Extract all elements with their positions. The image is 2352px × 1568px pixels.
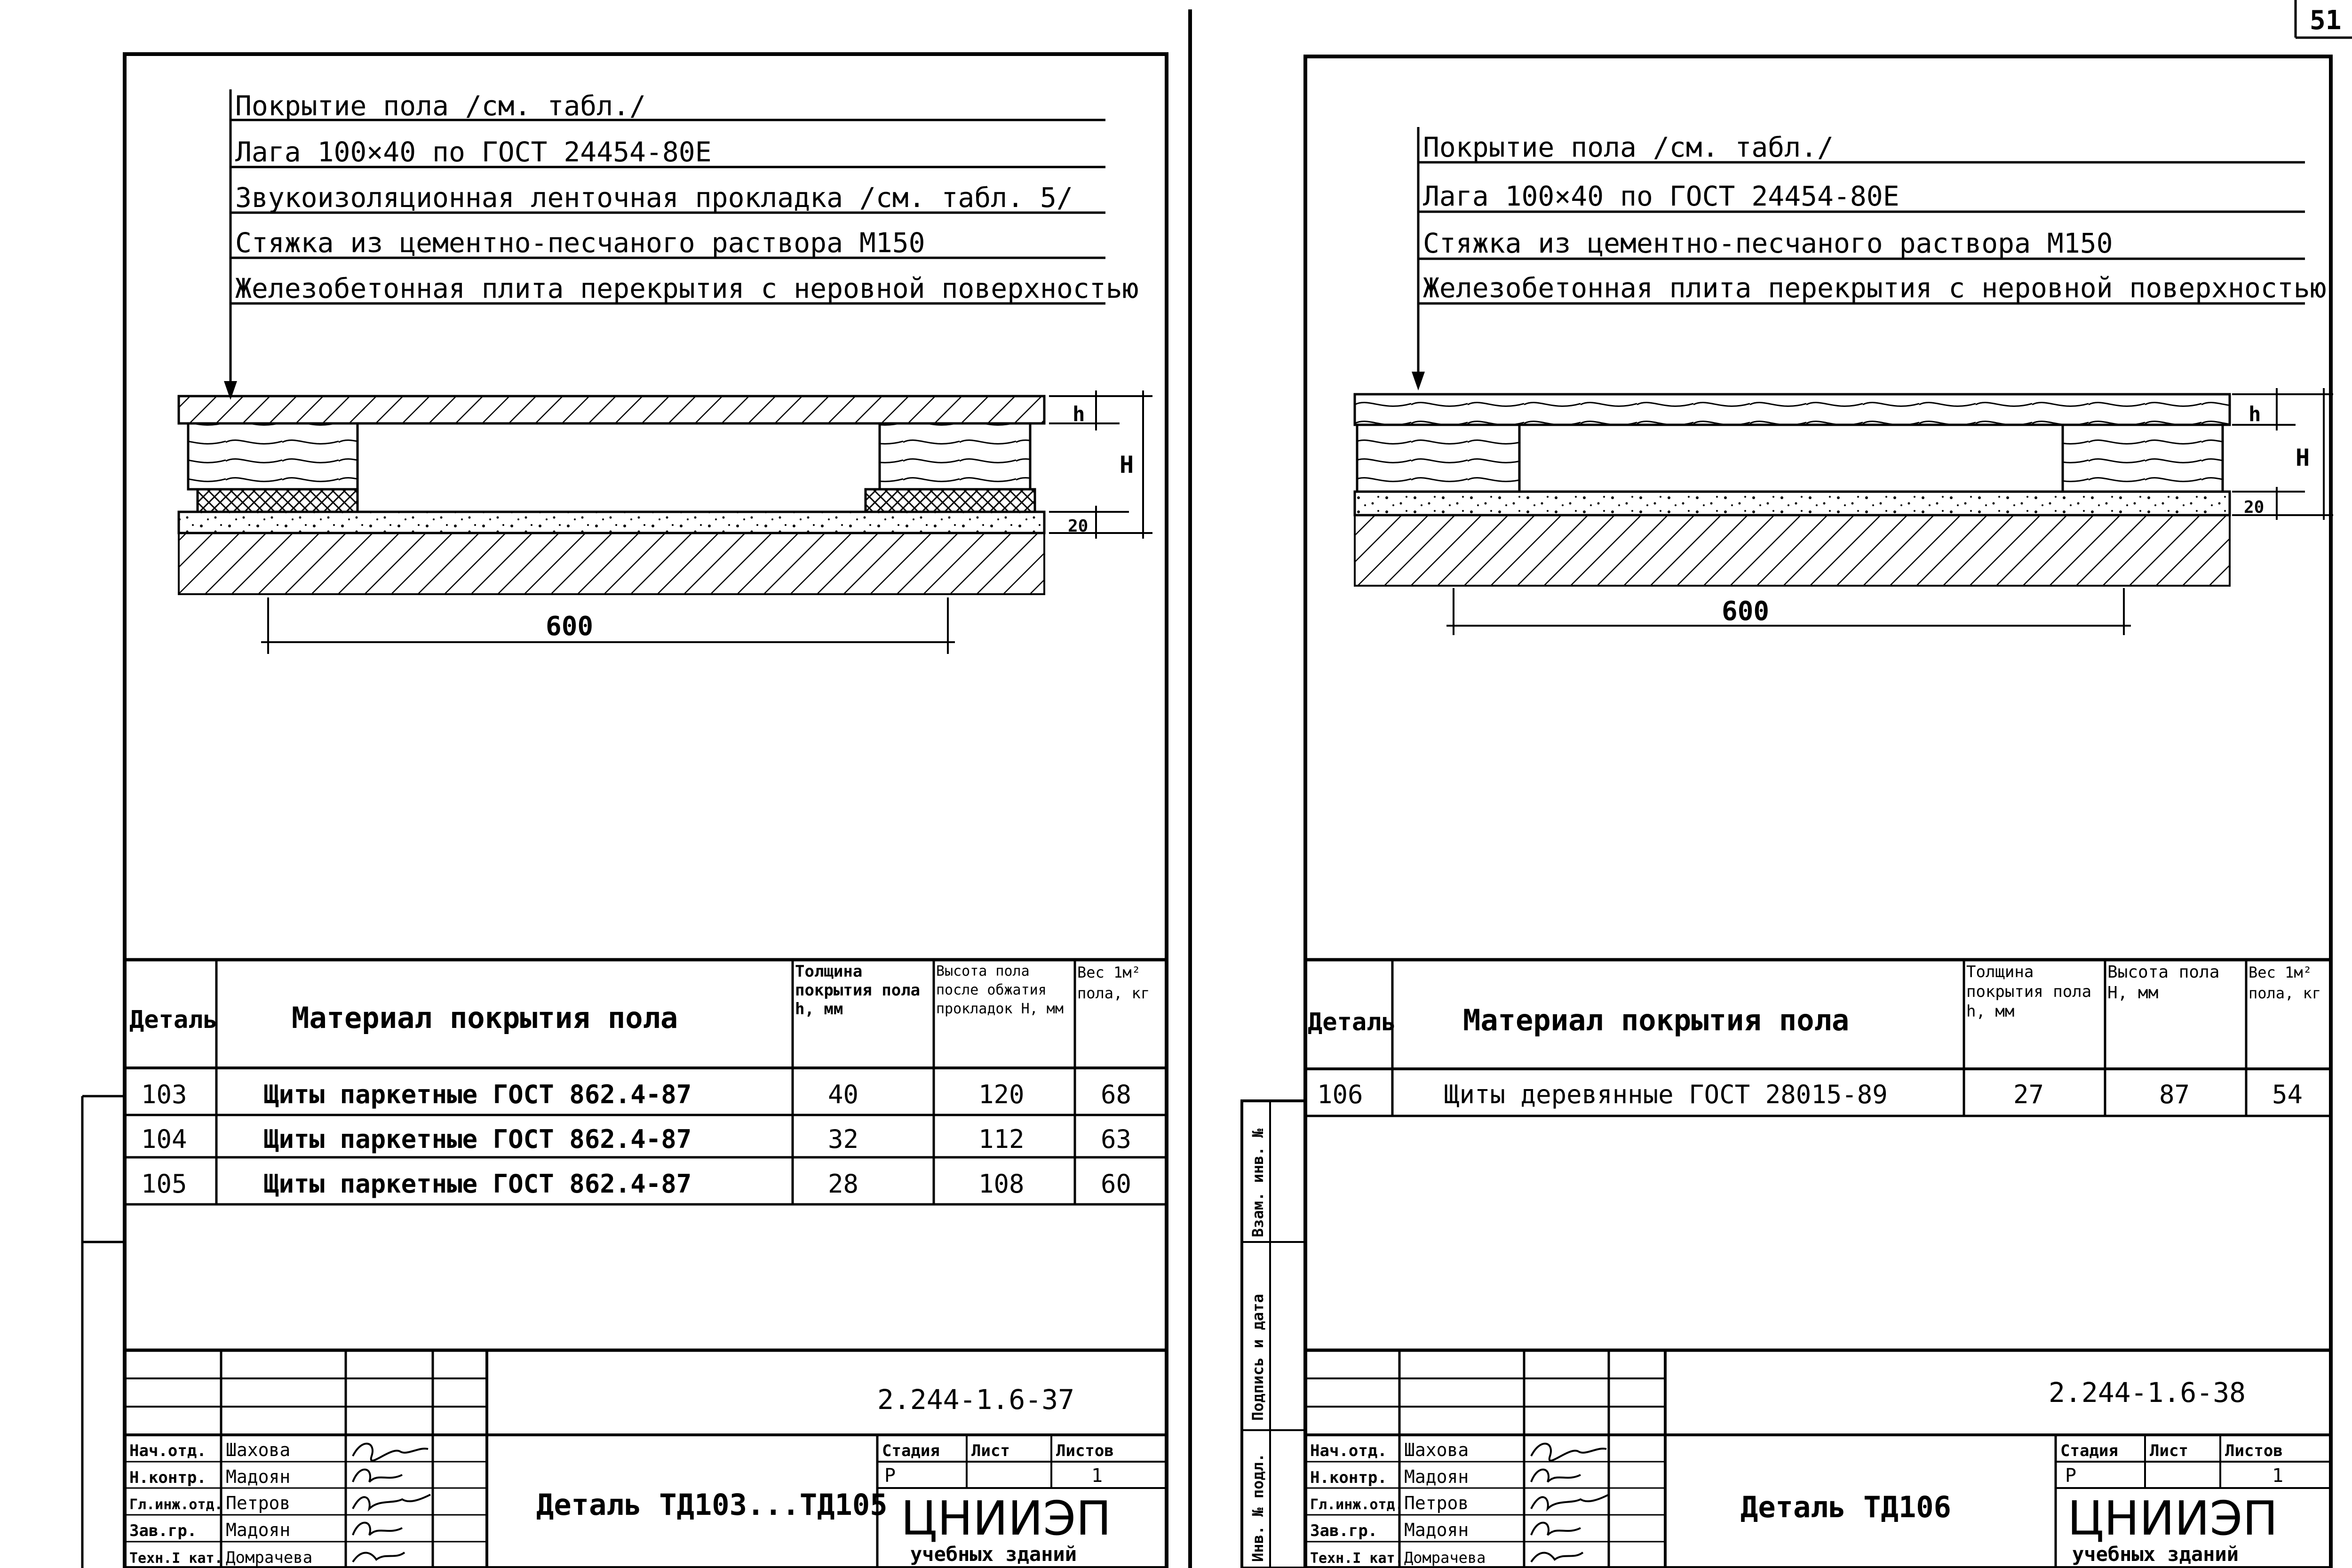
sheets-value: 1	[2272, 1465, 2284, 1487]
cell-material: Щиты деревянные ГОСТ 28015-89	[1444, 1080, 1888, 1109]
name-4: Мадоян	[226, 1520, 291, 1540]
role-2: Н.контр.	[1310, 1468, 1387, 1487]
right-sheet	[1242, 56, 2333, 1568]
cell-weight: 60	[1101, 1169, 1132, 1199]
role-5: Техн.I кат.	[1310, 1550, 1404, 1567]
role-1: Нач.отд.	[129, 1441, 207, 1460]
cell-material: Щиты паркетные ГОСТ 862.4-87	[263, 1080, 692, 1109]
stage-label: Стадия	[882, 1441, 940, 1460]
legend-line-2: Лага 100×40 по ГОСТ 24454-80Е	[1423, 180, 1899, 212]
th-height: Высота пола после обжатия прокладок H, мм	[936, 963, 1064, 1017]
role-4: Зав.гр.	[1310, 1521, 1378, 1540]
cell-height: 112	[978, 1124, 1025, 1154]
left-sheet	[82, 54, 1167, 1568]
legend-line-1: Покрытие пола /см. табл./	[1423, 131, 1834, 163]
legend-line-1: Покрытие пола /см. табл./	[235, 90, 646, 122]
side-replace-label: Взам. инв. №	[1249, 1128, 1267, 1237]
right-title-block	[1305, 1350, 2331, 1568]
stage-value: Р	[884, 1465, 896, 1487]
concrete-slab	[179, 533, 1044, 594]
th-material: Материал покрытия пола	[292, 1001, 678, 1035]
detail-title: Деталь ТД103...ТД105	[536, 1488, 888, 1522]
th-detail: Деталь	[129, 1006, 218, 1034]
right-floor-section	[1355, 388, 2333, 635]
concrete-slab	[1355, 515, 2230, 586]
cell-weight: 63	[1101, 1124, 1132, 1154]
org-subtitle: учебных зданий	[910, 1543, 1077, 1566]
joist-left	[188, 423, 358, 489]
dim-600: 600	[1722, 596, 1770, 627]
cell-height: 108	[978, 1169, 1025, 1199]
dim-H: H	[2296, 444, 2310, 471]
sheet-label: Лист	[2150, 1441, 2188, 1460]
role-3: Гл.инж.отд.	[1310, 1496, 1404, 1513]
dim-20: 20	[2244, 498, 2265, 517]
right-spec-table	[1305, 960, 2331, 1116]
screed	[179, 512, 1044, 533]
side-sign-label: Подпись и дата	[1249, 1294, 1267, 1421]
sheets-label: Листов	[1056, 1441, 1114, 1460]
cell-detail: 105	[141, 1169, 187, 1199]
th-weight: Вес 1м² пола, кг	[2249, 963, 2321, 1002]
role-3: Гл.инж.отд.	[129, 1496, 223, 1513]
role-2: Н.контр.	[129, 1468, 207, 1487]
role-4: Зав.гр.	[129, 1521, 197, 1540]
org-subtitle: учебных зданий	[2072, 1543, 2239, 1566]
th-thickness: Толщина покрытия пола h, мм	[795, 962, 921, 1019]
cell-height: 120	[978, 1080, 1025, 1109]
name-5: Домрачева	[226, 1548, 313, 1567]
stage-value: Р	[2065, 1465, 2077, 1487]
stage-label: Стадия	[2060, 1441, 2118, 1460]
th-material: Материал покрытия пола	[1463, 1003, 1850, 1037]
legend-line-4: Железобетонная плита перекрытия с неровной поверхностью	[1423, 272, 2327, 304]
detail-title: Деталь ТД106	[1740, 1490, 1951, 1524]
cell-weight: 68	[1101, 1080, 1132, 1109]
dim-H: H	[1120, 451, 1134, 478]
role-1: Нач.отд.	[1310, 1441, 1387, 1460]
left-spec-table	[125, 960, 1167, 1204]
side-inv-label: Инв. № подл.	[1249, 1453, 1267, 1562]
joist-left	[1357, 425, 1519, 492]
name-4: Мадоян	[1404, 1520, 1469, 1540]
cell-thickness: 32	[828, 1124, 859, 1154]
pad-right	[866, 489, 1035, 512]
side-approval-stamp	[1242, 1101, 1305, 1568]
org-name: ЦНИИЭП	[2067, 1491, 2278, 1546]
pad-left	[198, 489, 358, 512]
doc-code: 2.244-1.6-38	[2049, 1377, 2246, 1409]
name-2: Мадоян	[1404, 1466, 1469, 1487]
sheet-label: Лист	[971, 1441, 1010, 1460]
th-height: Высота пола H, мм	[2107, 963, 2220, 1003]
name-2: Мадоян	[226, 1466, 291, 1487]
right-legend	[1412, 127, 2327, 390]
wooden-board	[1355, 394, 2230, 425]
sheets-value: 1	[1091, 1465, 1103, 1487]
cell-thickness: 27	[2013, 1080, 2044, 1109]
left-floor-section	[179, 390, 1152, 654]
cell-detail: 106	[1317, 1080, 1363, 1109]
legend-line-3: Стяжка из цементно-песчаного раствора М150	[1423, 227, 2113, 259]
cell-material: Щиты паркетные ГОСТ 862.4-87	[263, 1124, 692, 1154]
cell-thickness: 40	[828, 1080, 859, 1109]
dim-h: h	[2249, 402, 2261, 426]
cell-thickness: 28	[828, 1169, 859, 1199]
cell-material: Щиты паркетные ГОСТ 862.4-87	[263, 1169, 692, 1199]
dim-20: 20	[1068, 517, 1089, 536]
joist-right	[880, 423, 1030, 489]
th-detail: Деталь	[1308, 1008, 1396, 1036]
cell-weight: 54	[2272, 1080, 2303, 1109]
legend-line-5: Железобетонная плита перекрытия с неровной поверхностью	[235, 272, 1139, 304]
legend-line-3: Звукоизоляционная ленточная прокладка /см. табл. 5/	[235, 182, 1073, 214]
name-3: Петров	[1404, 1493, 1469, 1513]
joist-right	[2063, 425, 2223, 492]
legend-line-2: Лага 100×40 по ГОСТ 24454-80Е	[235, 136, 712, 168]
org-name: ЦНИИЭП	[901, 1491, 1112, 1546]
screed	[1355, 492, 2230, 515]
name-1: Шахова	[226, 1440, 291, 1460]
dim-600: 600	[546, 611, 594, 642]
name-3: Петров	[226, 1493, 291, 1513]
dim-h: h	[1073, 402, 1085, 426]
cell-height: 87	[2159, 1080, 2190, 1109]
parquet-board	[179, 396, 1044, 423]
cell-detail: 104	[141, 1124, 187, 1154]
th-weight: Вес 1м² пола, кг	[1077, 963, 1150, 1002]
role-5: Техн.I кат.	[129, 1550, 223, 1567]
page-number: 51	[2310, 5, 2342, 36]
th-thickness: Толщина покрытия пола h, мм	[1966, 963, 2092, 1021]
left-title-block	[125, 1350, 1167, 1568]
page-number-box	[2296, 0, 2352, 1568]
legend-line-4: Стяжка из цементно-песчаного раствора М150	[235, 227, 925, 259]
name-1: Шахова	[1404, 1440, 1469, 1460]
doc-code: 2.244-1.6-37	[877, 1384, 1075, 1416]
name-5: Домрачева	[1404, 1549, 1486, 1567]
left-legend	[224, 89, 1139, 400]
sheets-label: Листов	[2225, 1441, 2283, 1460]
cell-detail: 103	[141, 1080, 187, 1109]
